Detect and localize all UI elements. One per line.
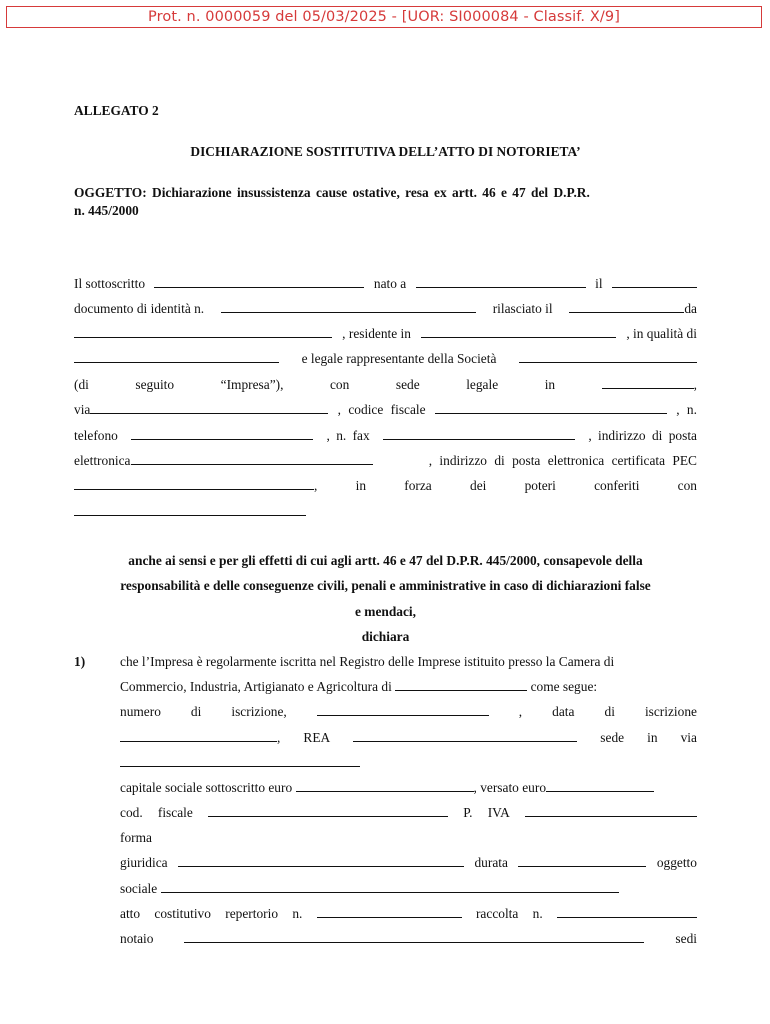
word-raccolta: raccolta xyxy=(475,906,519,921)
data-nascita-field[interactable] xyxy=(612,275,697,288)
word-p: P. xyxy=(463,805,473,820)
word-con: con xyxy=(677,478,697,493)
consapevole-line-1: anche ai sensi e per gli effetti di cui agli artt. 46 e 47 del D.P.R. 445/2000, consapevole della xyxy=(128,553,643,568)
data-rilascio-field[interactable] xyxy=(569,300,684,313)
codice-fiscale-field[interactable] xyxy=(435,401,667,414)
capitale-field[interactable] xyxy=(296,779,474,792)
word-di: (di xyxy=(74,377,89,392)
giuridica-label: giuridica xyxy=(120,855,168,870)
word-di: di xyxy=(604,704,615,719)
sottoscritto-label: Il sottoscritto xyxy=(74,276,146,291)
item1-line-3 xyxy=(120,703,697,721)
consapevole-line-2: responsabilità e delle conseguenze civili, penali e amministrative in caso di dichiarazioni false xyxy=(120,578,651,593)
oggetto-sociale-field[interactable] xyxy=(161,880,619,893)
versato-field[interactable] xyxy=(546,779,654,792)
protocol-stamp: Prot. n. 0000059 del 05/03/2025 - [UOR: SI000084 - Classif. X/9] xyxy=(6,6,762,28)
codice-fiscale-label: , codice fiscale xyxy=(337,402,426,417)
nato-label: nato a xyxy=(373,276,407,291)
comma: , xyxy=(277,730,281,745)
pec-label: , indirizzo di posta elettronica certificata PEC xyxy=(428,453,697,468)
consapevole-line-3: e mendaci, xyxy=(355,604,416,619)
form-line-1 xyxy=(74,275,697,293)
rilasciato-label: rilasciato il xyxy=(492,301,553,316)
word-sede: sede xyxy=(395,377,420,392)
oggetto-label: oggetto xyxy=(656,855,697,870)
item1-line-12 xyxy=(120,930,697,948)
versato-label: , versato euro xyxy=(473,780,547,795)
cod-fiscale-field[interactable] xyxy=(208,804,448,817)
word-sede: sede xyxy=(600,730,625,745)
word-n: n. xyxy=(532,906,543,921)
email-field[interactable] xyxy=(131,452,373,465)
form-line-2 xyxy=(74,300,697,318)
durata-field[interactable] xyxy=(518,854,646,867)
telefono-field[interactable] xyxy=(131,427,313,440)
numero-iscrizione-field[interactable] xyxy=(317,703,489,716)
item1-line-6 xyxy=(120,779,697,797)
word-con: con xyxy=(329,377,350,392)
qualita-field[interactable] xyxy=(74,350,279,363)
word-numero: numero xyxy=(120,704,161,719)
luogo-nascita-field[interactable] xyxy=(416,275,586,288)
fax-field[interactable] xyxy=(383,427,575,440)
poteri-field[interactable] xyxy=(74,503,306,516)
form-line-8 xyxy=(74,452,697,470)
word-atto: atto xyxy=(120,906,141,921)
oggetto-line-2: n. 445/2000 xyxy=(74,203,139,218)
durata-label: durata xyxy=(474,855,508,870)
societa-field[interactable] xyxy=(519,350,697,363)
comma: , xyxy=(693,377,697,392)
word-via: via xyxy=(680,730,697,745)
item1-line-5 xyxy=(120,754,697,772)
elettronica-label: elettronica xyxy=(74,453,131,468)
oggetto-line-1 xyxy=(74,184,697,202)
come-segue-label: come segue: xyxy=(530,679,598,694)
item1-line-4 xyxy=(120,729,697,747)
form-line-9 xyxy=(74,477,697,495)
form-line-5 xyxy=(74,376,697,394)
via-label: via xyxy=(74,402,91,417)
item1-line-10 xyxy=(120,880,697,898)
qualita-label: , in qualità di xyxy=(626,326,697,341)
pec-field[interactable] xyxy=(74,477,314,490)
form-line-7 xyxy=(74,427,697,445)
word-forza: forza xyxy=(404,478,432,493)
item1-line-1: che l’Impresa è regolarmente iscritta nel Registro delle Imprese istituito presso la Camera di xyxy=(120,654,615,669)
oggetto-text: OGGETTO: Dichiarazione insussistenza cause ostative, resa ex artt. 46 e 47 del D.P.R. xyxy=(74,185,590,200)
legale-rapp-label: e legale rappresentante della Società xyxy=(301,351,497,366)
capitale-label: capitale sociale sottoscritto euro xyxy=(120,780,293,795)
item1-line-7 xyxy=(120,804,697,822)
word-dei: dei xyxy=(470,478,487,493)
word-n: n. xyxy=(292,906,303,921)
form-line-6 xyxy=(74,401,697,419)
item1-line-8: forma xyxy=(120,830,152,845)
sede-legale-field[interactable] xyxy=(602,376,694,389)
camera-label: Commercio, Industria, Artigianato e Agricoltura di xyxy=(120,679,392,694)
forma-giuridica-field[interactable] xyxy=(178,854,464,867)
partita-iva-field[interactable] xyxy=(525,804,697,817)
comma: , xyxy=(518,704,523,719)
il-label: il xyxy=(595,276,603,291)
form-line-10 xyxy=(74,503,697,521)
word-poteri: poteri xyxy=(524,478,556,493)
residenza-field[interactable] xyxy=(421,325,616,338)
sociale-label: sociale xyxy=(120,881,158,896)
document-title: DICHIARAZIONE SOSTITUTIVA DELL’ATTO DI NOTORIETA’ xyxy=(190,144,581,159)
word-in: in xyxy=(647,730,658,745)
word-data: data xyxy=(552,704,575,719)
fax-label: , n. fax xyxy=(326,428,370,443)
documento-field[interactable] xyxy=(221,300,476,313)
rea-field[interactable] xyxy=(353,729,577,742)
dichiara-heading: dichiara xyxy=(361,629,410,644)
word-costitutivo: costitutivo xyxy=(154,906,211,921)
residente-label: , residente in xyxy=(342,326,411,341)
word-fiscale: fiscale xyxy=(157,805,193,820)
word-cod: cod. xyxy=(120,805,143,820)
comma: , xyxy=(314,478,318,493)
da-label: da xyxy=(684,301,697,316)
notaio-field[interactable] xyxy=(184,930,644,943)
posta-label: , indirizzo di posta xyxy=(588,428,697,443)
item1-line-2 xyxy=(120,678,697,696)
word-iva: IVA xyxy=(487,805,510,820)
word-di: di xyxy=(190,704,202,719)
word-repertorio: repertorio xyxy=(225,906,279,921)
documento-label: documento di identità n. xyxy=(74,301,205,316)
item1-line-11 xyxy=(120,905,697,923)
ente-rilascio-field[interactable] xyxy=(74,325,332,338)
form-line-3 xyxy=(74,325,697,343)
word-iscrizione: iscrizione xyxy=(644,704,697,719)
n-label: , n. xyxy=(676,402,697,417)
word-iscrizione: iscrizione, xyxy=(231,704,287,719)
item1-line-9 xyxy=(120,854,697,872)
repertorio-field[interactable] xyxy=(317,905,462,918)
word-conferiti: conferiti xyxy=(594,478,640,493)
word-legale: legale xyxy=(466,377,499,392)
form-line-4 xyxy=(74,350,697,368)
allegato-heading: ALLEGATO 2 xyxy=(74,103,159,118)
sedi-label: sedi xyxy=(675,931,697,946)
rea-label: REA xyxy=(303,730,331,745)
data-iscrizione-field[interactable] xyxy=(120,729,277,742)
via-field[interactable] xyxy=(90,401,328,414)
notaio-label: notaio xyxy=(120,931,154,946)
raccolta-field[interactable] xyxy=(557,905,697,918)
sede-via-field[interactable] xyxy=(120,754,360,767)
nome-field[interactable] xyxy=(154,275,364,288)
camera-commercio-field[interactable] xyxy=(395,678,527,691)
item-number: 1) xyxy=(74,654,86,669)
word-seguito: seguito xyxy=(135,377,175,392)
word-impresa: “Impresa”), xyxy=(220,377,284,392)
telefono-label: telefono xyxy=(74,428,118,443)
word-in: in xyxy=(544,377,556,392)
word-in: in xyxy=(355,478,367,493)
